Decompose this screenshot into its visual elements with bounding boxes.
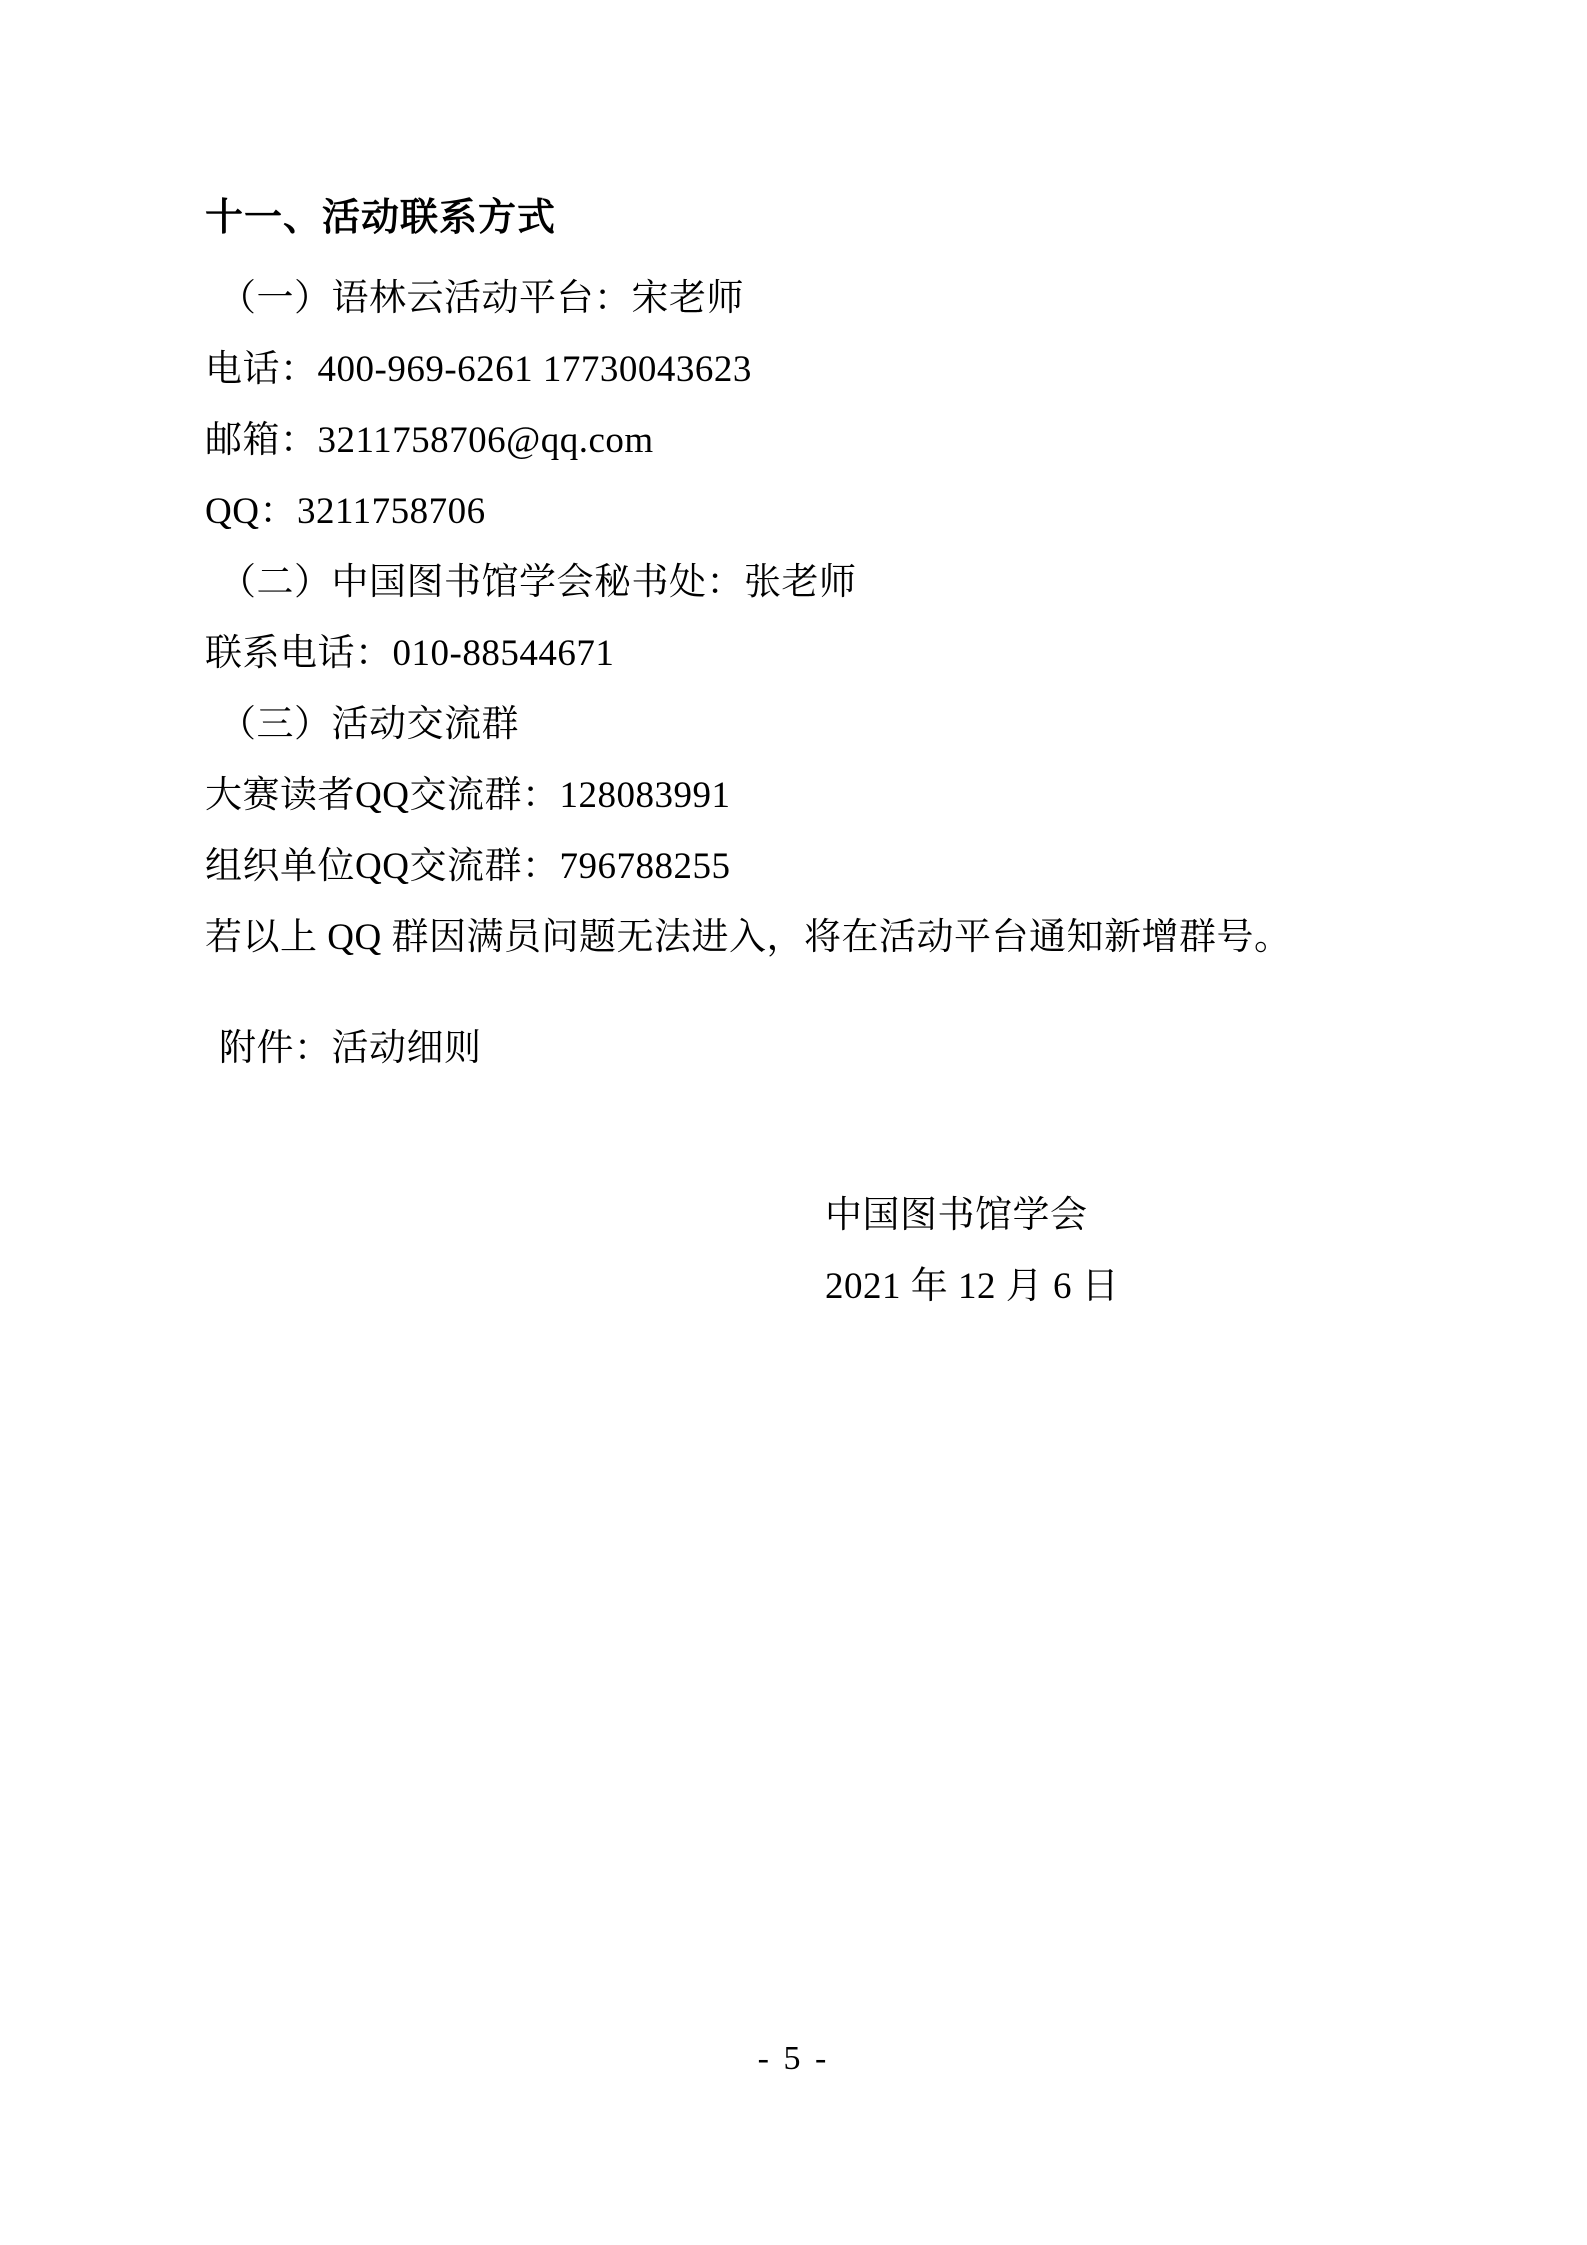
contact-line-secretariat: （二）中国图书馆学会秘书处：张老师 [219, 562, 857, 603]
page-number: - 5 - [757, 2040, 830, 2077]
attachment-line: 附件：活动细则 [219, 1028, 482, 1069]
contact-line-groups-title: （三）活动交流群 [219, 704, 519, 745]
contact-line-qq: QQ：3211758706 [205, 491, 486, 532]
contact-line-phone: 电话：400-969-6261 17730043623 [205, 349, 752, 390]
section-heading: 十一、活动联系方式 [205, 195, 557, 239]
signature-organization: 中国图书馆学会 [825, 1195, 1088, 1236]
contact-line-secretariat-phone: 联系电话：010-88544671 [205, 633, 615, 674]
document-body [205, 185, 1395, 1322]
spacer-before-signature [205, 1084, 1395, 1180]
contact-line-org-group: 组织单位QQ交流群：796788255 [205, 846, 731, 887]
contact-line-email: 邮箱：3211758706@qq.com [205, 420, 654, 461]
contact-line-reader-group: 大赛读者QQ交流群：128083991 [205, 775, 731, 816]
contact-list [205, 263, 1395, 902]
spacer-before-attachment [205, 973, 1395, 1013]
signature-date: 2021 年 12 月 6 日 [825, 1266, 1120, 1307]
note-paragraph: 若以上 QQ 群因满员问题无法进入，将在活动平台通知新增群号。 [205, 917, 1292, 958]
contact-line-platform: （一）语林云活动平台：宋老师 [219, 278, 744, 319]
